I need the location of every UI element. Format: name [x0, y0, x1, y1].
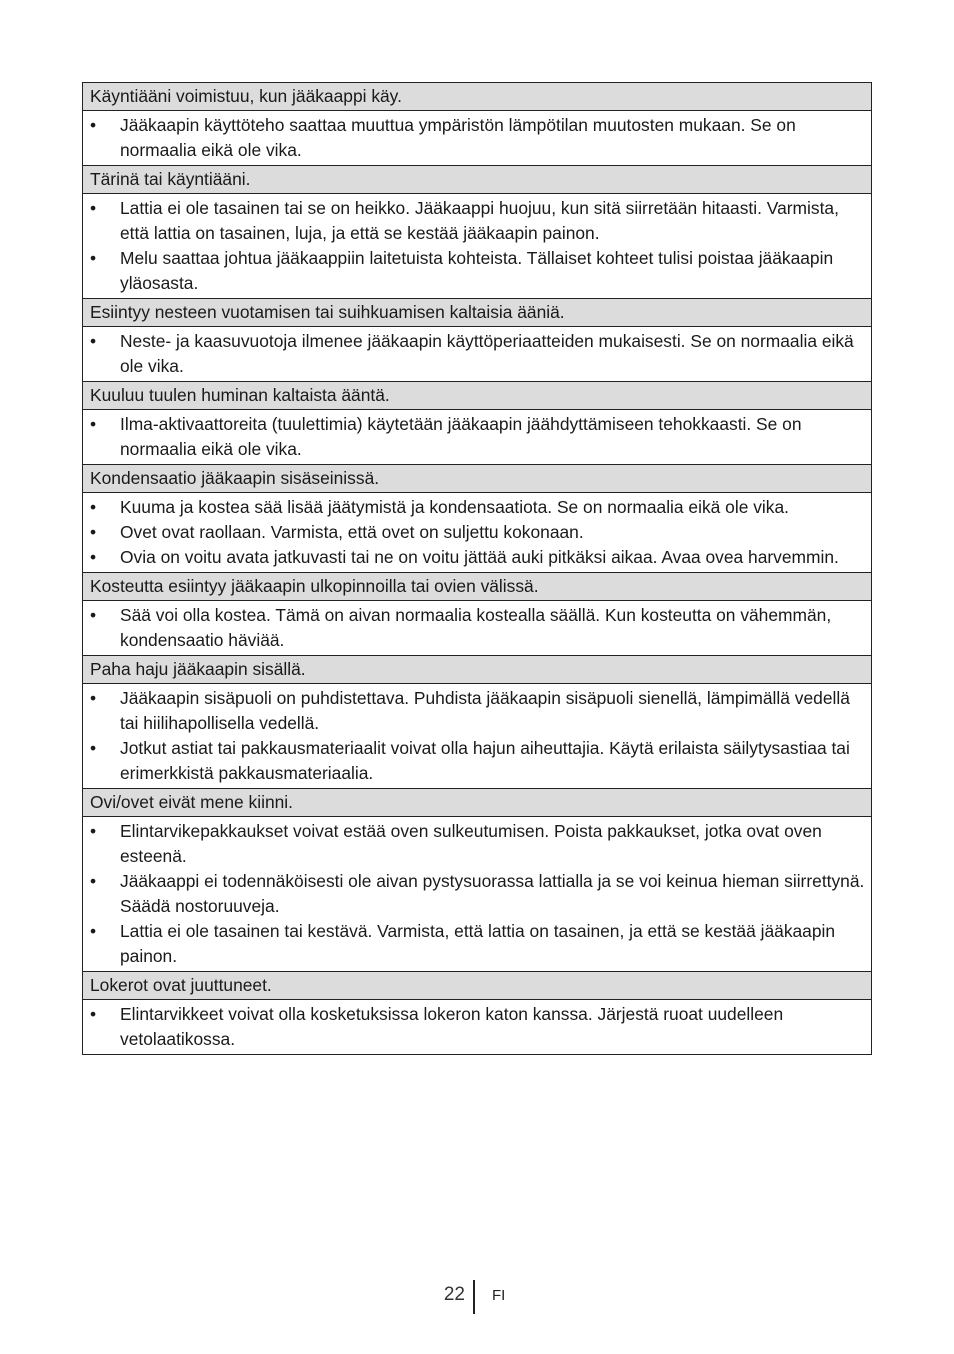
solution-item: [90, 1002, 865, 1052]
bullet-icon: •: [90, 115, 97, 135]
bullet-icon: •: [90, 821, 97, 841]
solution-item: [90, 819, 865, 869]
troubleshooting-table: [82, 82, 872, 1055]
solution-item: [90, 919, 865, 969]
problem-title: Paha haju jääkaapin sisällä.: [83, 656, 871, 684]
solution-list: [83, 493, 871, 573]
bullet-icon: •: [90, 248, 97, 268]
solution-text: Kuuma ja kostea sää lisää jäätymistä ja kondensaatiota. Se on normaalia eikä ole vika.: [120, 497, 789, 517]
solution-item: [90, 686, 865, 736]
language-code: FI: [492, 1287, 506, 1304]
bullet-icon: •: [90, 1004, 97, 1024]
bullet-icon: •: [90, 871, 97, 891]
solution-text: Elintarvikkeet voivat olla kosketuksissa lokeron katon kanssa. Järjestä ruoat uudelleen vetolaatikossa.: [120, 1004, 784, 1049]
problem-title: Käyntiääni voimistuu, kun jääkaappi käy.: [83, 83, 871, 111]
solution-item: [90, 603, 865, 653]
solution-text: Jääkaapin käyttöteho saattaa muuttua ympäristön lämpötilan muutosten mukaan. Se on normaalia eikä ole vika.: [120, 115, 796, 160]
problem-section: [83, 573, 871, 656]
solution-item: [90, 113, 865, 163]
solution-text: Melu saattaa johtua jääkaappiin laitetuista kohteista. Tällaiset kohteet tulisi poistaa jääkaapin yläosasta.: [120, 248, 834, 293]
solution-item: [90, 246, 865, 296]
solution-text: Ovet ovat raollaan. Varmista, että ovet on suljettu kokonaan.: [120, 522, 584, 542]
solution-item: [90, 736, 865, 786]
problem-title: Kosteutta esiintyy jääkaapin ulkopinnoilla tai ovien välissä.: [83, 573, 871, 601]
bullet-icon: •: [90, 738, 97, 758]
problem-title: Tärinä tai käyntiääni.: [83, 166, 871, 194]
solution-list: [83, 817, 871, 972]
solution-text: Ilma-aktivaattoreita (tuulettimia) käytetään jääkaapin jäähdyttämiseen tehokkaasti. Se on normaalia eikä ole vika.: [120, 414, 802, 459]
problem-section: [83, 299, 871, 382]
solution-item: [90, 545, 865, 570]
bullet-icon: •: [90, 198, 97, 218]
solution-list: [83, 327, 871, 382]
solution-text: Sää voi olla kostea. Tämä on aivan normaalia kostealla säällä. Kun kosteutta on vähemmän, kondensaatio häviää.: [120, 605, 832, 650]
footer-divider: [473, 1280, 475, 1314]
solution-list: [83, 410, 871, 465]
bullet-icon: •: [90, 547, 97, 567]
solution-list: [83, 684, 871, 789]
bullet-icon: •: [90, 414, 97, 434]
bullet-icon: •: [90, 605, 97, 625]
bullet-icon: •: [90, 331, 97, 351]
problem-section: [83, 166, 871, 299]
bullet-icon: •: [90, 921, 97, 941]
solution-item: [90, 869, 865, 919]
solution-text: Neste- ja kaasuvuotoja ilmenee jääkaapin käyttöperiaatteiden mukaisesti. Se on normaalia eikä ole vika.: [120, 331, 854, 376]
problem-title: Ovi/ovet eivät mene kiinni.: [83, 789, 871, 817]
solution-list: [83, 1000, 871, 1054]
problem-title: Esiintyy nesteen vuotamisen tai suihkuamisen kaltaisia ääniä.: [83, 299, 871, 327]
solution-list: [83, 194, 871, 299]
bullet-icon: •: [90, 522, 97, 542]
problem-title: Lokerot ovat juuttuneet.: [83, 972, 871, 1000]
solution-text: Jotkut astiat tai pakkausmateriaalit voivat olla hajun aiheuttajia. Käytä erilaista säilytysastiaa tai erimerkkistä pakkausmateriaalia.: [120, 738, 850, 783]
solution-text: Lattia ei ole tasainen tai kestävä. Varmista, että lattia on tasainen, ja että se kestää jääkaapin painon.: [120, 921, 836, 966]
solution-list: [83, 111, 871, 166]
solution-item: [90, 196, 865, 246]
solution-item: [90, 412, 865, 462]
page-footer: [0, 1280, 954, 1316]
problem-section: [83, 656, 871, 789]
page-number: 22: [443, 1284, 465, 1305]
problem-section: [83, 465, 871, 573]
solution-item: [90, 520, 865, 545]
solution-item: [90, 329, 865, 379]
solution-list: [83, 601, 871, 656]
solution-text: Lattia ei ole tasainen tai se on heikko. Jääkaappi huojuu, kun sitä siirretään hitaasti. Varmista, että lattia on tasainen, luja, ja että se kestää jääkaapin painon.: [120, 198, 839, 243]
solution-item: [90, 495, 865, 520]
bullet-icon: •: [90, 688, 97, 708]
solution-text: Elintarvikepakkaukset voivat estää oven sulkeutumisen. Poista pakkaukset, jotka ovat oven esteenä.: [120, 821, 822, 866]
bullet-icon: •: [90, 497, 97, 517]
problem-title: Kuuluu tuulen huminan kaltaista ääntä.: [83, 382, 871, 410]
problem-section: [83, 789, 871, 972]
problem-section: [83, 83, 871, 166]
problem-section: [83, 382, 871, 465]
problem-title: Kondensaatio jääkaapin sisäseinissä.: [83, 465, 871, 493]
solution-text: Ovia on voitu avata jatkuvasti tai ne on voitu jättää auki pitkäksi aikaa. Avaa ovea harvemmin.: [120, 547, 839, 567]
problem-section: [83, 972, 871, 1054]
solution-text: Jääkaappi ei todennäköisesti ole aivan pystysuorassa lattialla ja se voi keinua hieman siirrettynä. Säädä nostoruuveja.: [120, 871, 865, 916]
solution-text: Jääkaapin sisäpuoli on puhdistettava. Puhdista jääkaapin sisäpuoli sienellä, lämpimällä vedellä tai hiilihapollisella vedellä.: [120, 688, 850, 733]
